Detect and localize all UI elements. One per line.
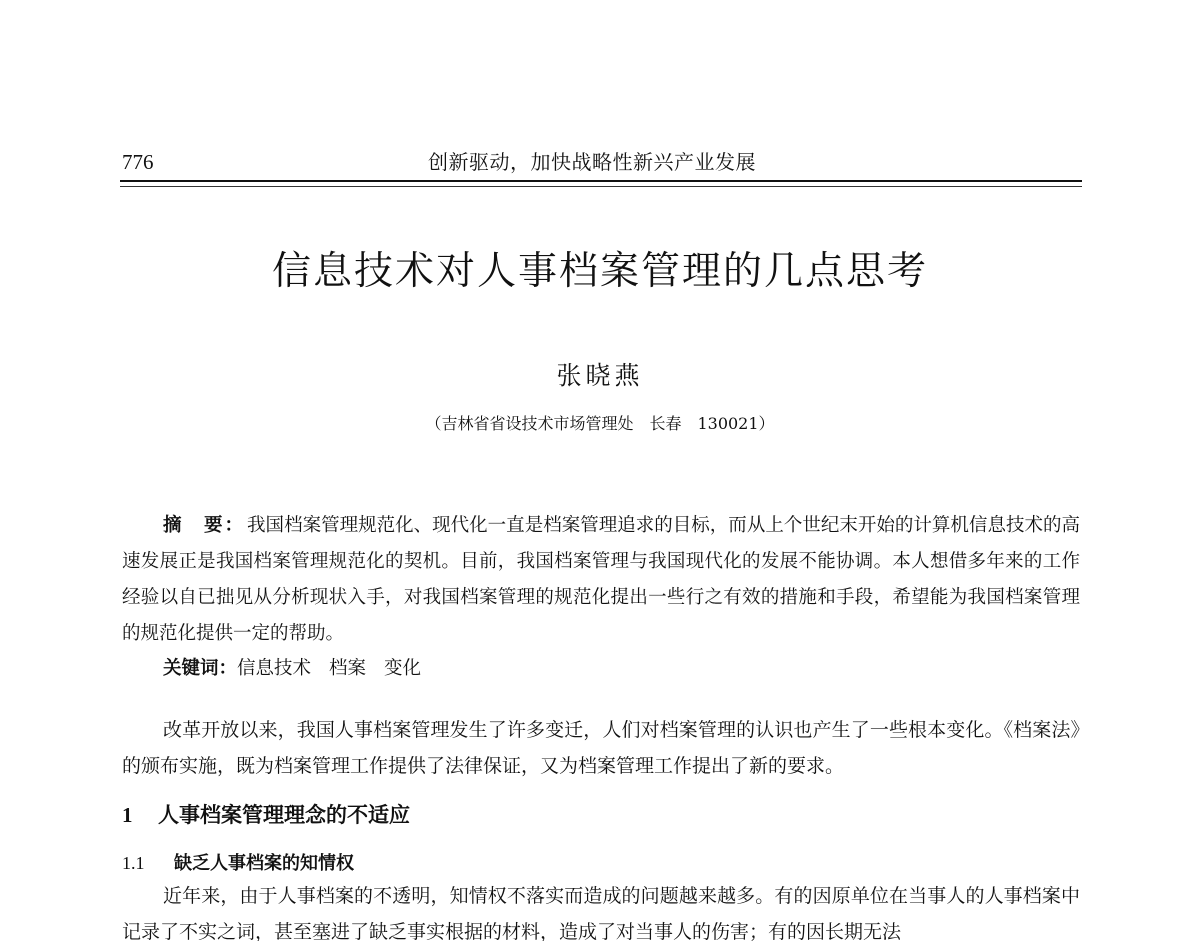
intro-paragraph: 改革开放以来，我国人事档案管理发生了许多变迁，人们对档案管理的认识也产生了一些根本变化。《档案法》的颁布实施，既为档案管理工作提供了法律保证，又为档案管理工作提出了新的要求。 [122,719,1080,777]
author-affiliation: （吉林省省设技术市场管理处 长春 130021） [425,414,775,433]
keyword-item: 档案 [329,658,367,679]
author-name: 张晓燕 [556,361,644,390]
page-number: 776 [122,150,154,174]
subsection-title: 缺乏人事档案的知情权 [174,853,354,874]
section-number: 1 [122,803,133,827]
running-header: 创新驱动，加快战略性新兴产业发展 [428,150,756,174]
header-rule-thin [120,186,1082,187]
section-title: 人事档案管理理念的不适应 [158,802,410,827]
abstract-text: 我国档案管理规范化、现代化一直是档案管理追求的目标，而从上个世纪末开始的计算机信息技术的高速发展正是我国档案管理规范化的契机。目前，我国档案管理与我国现代化的发展不能协调。本人想借多年来的工作经验以自已拙见从分析现状入手，对我国档案管理的规范化提出一些行之有效的措施和手段，希望能为我国档案管理的规范化提供一定的帮助。 [122,515,1080,644]
keyword-item: 信息技术 [237,658,312,679]
section-heading [122,798,410,832]
abstract [122,508,1080,652]
paper-title: 信息技术对人事档案管理的几点思考 [271,249,928,294]
subsection-heading [122,848,354,879]
abstract-label: 摘 要： [163,515,246,536]
keywords-label: 关键词： [163,658,238,679]
header-rule-thick [120,180,1082,182]
body-paragraph: 近年来，由于人事档案的不透明，知情权不落实而造成的问题越来越多。有的因原单位在当事人的人事档案中记录了不实之词，甚至塞进了缺乏事实根据的材料，造成了对当事人的伤害；有的因长期无法 [122,885,1080,941]
keyword-item: 变化 [384,658,422,679]
keywords [163,654,439,684]
subsection-number: 1.1 [122,853,145,873]
